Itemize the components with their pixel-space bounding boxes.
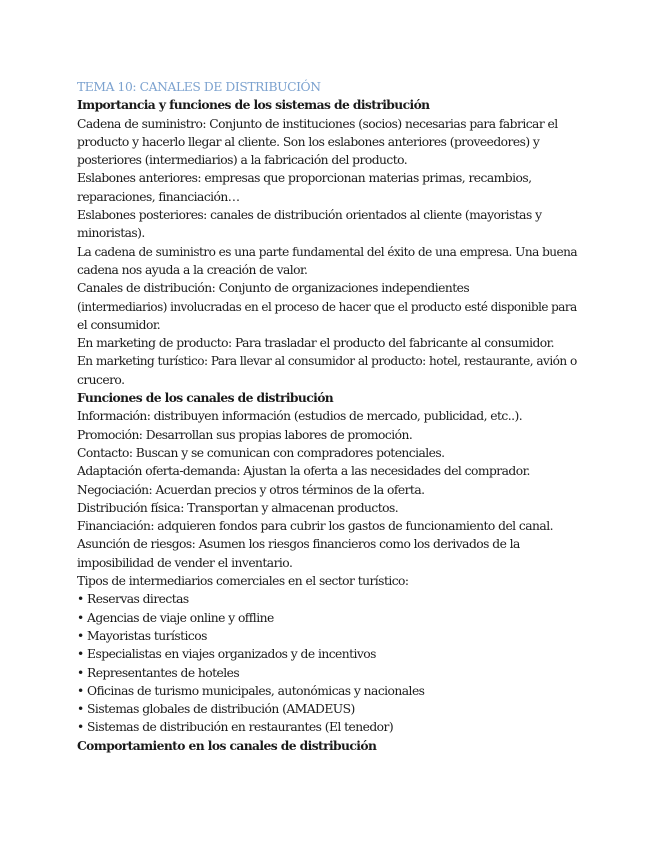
document-page [77, 78, 577, 755]
text-line: Eslabones anteriores: empresas que proporcionan materias primas, recambios, [77, 171, 532, 186]
text-line: minoristas). [77, 226, 145, 241]
text-line: Información: distribuyen información (estudios de mercado, publicidad, etc..). [77, 409, 523, 424]
text-line: Distribución física: Transportan y almacenan productos. [77, 500, 399, 515]
text-line: Adaptación oferta-demanda: Ajustan la oferta a las necesidades del comprador. [77, 464, 530, 479]
section-heading: Comportamiento en los canales de distribución [77, 737, 377, 753]
section-heading: Importancia y funciones de los sistemas de distribución [77, 97, 430, 113]
section-heading: Funciones de los canales de distribución [77, 390, 334, 406]
document-body [77, 96, 577, 755]
text-line: • Reservas directas [77, 592, 189, 607]
text-line: La cadena de suministro es una parte fundamental del éxito de una empresa. Una buena [77, 244, 578, 259]
text-line: cadena nos ayuda a la creación de valor. [77, 262, 308, 277]
text-line: • Sistemas de distribución en restaurantes (El tenedor) [77, 720, 394, 735]
text-line: • Sistemas globales de distribución (AMADEUS) [77, 702, 355, 717]
text-line: Asunción de riesgos: Asumen los riesgos financieros como los derivados de la [77, 537, 520, 552]
text-line: Negociación: Acuerdan precios y otros términos de la oferta. [77, 482, 425, 497]
text-line: Promoción: Desarrollan sus propias labores de promoción. [77, 427, 413, 442]
text-line: • Oficinas de turismo municipales, autonómicas y nacionales [77, 683, 425, 698]
text-line: (intermediarios) involucradas en el proceso de hacer que el producto esté disponible para [77, 299, 577, 314]
text-line: Cadena de suministro: Conjunto de instituciones (socios) necesarias para fabricar el [77, 116, 558, 131]
text-line: Contacto: Buscan y se comunican con compradores potenciales. [77, 445, 445, 460]
text-line: Financiación: adquieren fondos para cubrir los gastos de funcionamiento del canal. [77, 519, 553, 534]
text-line: Canales de distribución: Conjunto de organizaciones independientes [77, 281, 470, 296]
text-line: • Representantes de hoteles [77, 665, 240, 680]
text-line: • Especialistas en viajes organizados y de incentivos [77, 647, 376, 662]
text-line: En marketing turístico: Para llevar al consumidor al producto: hotel, restaurante, avión o [77, 354, 577, 369]
text-line: crucero. [77, 372, 125, 387]
text-line: reparaciones, financiación… [77, 189, 240, 204]
text-line: • Agencias de viaje online y offline [77, 610, 274, 625]
text-line: Eslabones posteriores: canales de distribución orientados al cliente (mayoristas y [77, 208, 542, 223]
document-title: TEMA 10: CANALES DE DISTRIBUCIÓN [77, 80, 321, 94]
text-line: • Mayoristas turísticos [77, 628, 207, 643]
text-line: Tipos de intermediarios comerciales en el sector turístico: [77, 574, 409, 589]
text-line: En marketing de producto: Para trasladar el producto del fabricante al consumidor. [77, 336, 554, 351]
text-line: producto y hacerlo llegar al cliente. Son los eslabones anteriores (proveedores) y [77, 134, 540, 149]
text-line: posteriores (intermediarios) a la fabricación del producto. [77, 153, 408, 168]
text-line: imposibilidad de vender el inventario. [77, 555, 293, 570]
text-line: el consumidor. [77, 317, 161, 332]
